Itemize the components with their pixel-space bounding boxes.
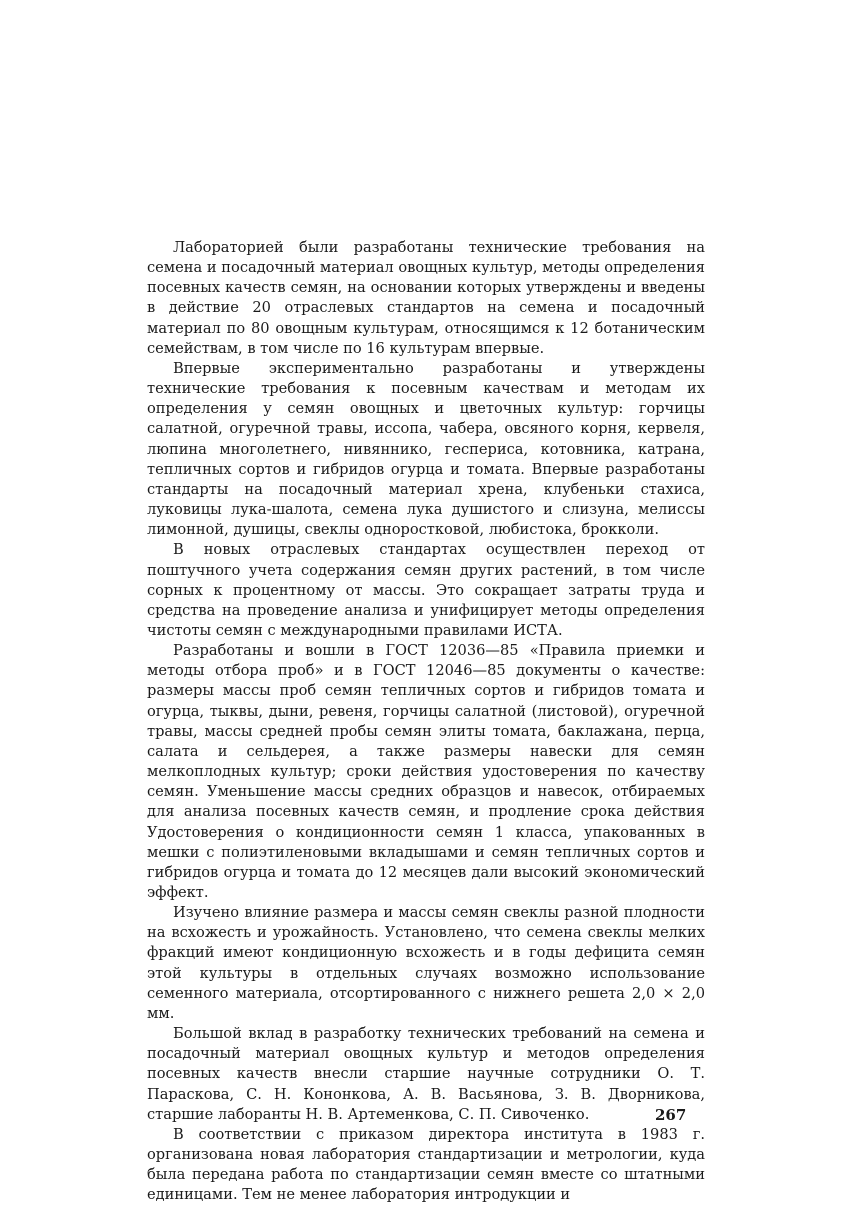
paragraph-1: Лабораторией были разработаны технические требования на семена и посадочный материал овощных культур, методы определения посевных качеств семян, на основании которых утверждены и введены в действие 20 отраслевых стандартов на семена и посадочный материал по 80 овощным культурам, относящимся к 12 ботаническим семействам, в том числе по 16 культурам впервые. (147, 239, 705, 357)
paragraph-3: В новых отраслевых стандартах осуществлен переход от поштучного учета содержания семян других растений, в том числе сорных к процентному от массы. Это сокращает затраты труда и средства на проведение анализа и унифицирует методы определения чистоты семян с международными правилами ИСТА. (147, 541, 705, 639)
page-body (147, 238, 705, 1206)
paragraph-7: В соответствии с приказом директора института в 1983 г. организована новая лаборатория стандартизации и метрологии, куда была передана работа по стандартизации семян вместе со штатными единицами. Тем не менее лаборатория интродукции и (147, 1125, 705, 1204)
paragraph-4: Разработаны и вошли в ГОСТ 12036—85 «Правила приемки и методы отбора проб» и в ГОСТ 12046—85 документы о качестве: размеры массы проб семян тепличных сортов и гибридов томата и огурца, тыквы, дыни, ревеня, горчицы салатной (листовой), огуречной травы, массы средней пробы семян элиты томата, баклажана, перца, салата и сельдерея, а также размеры навески для семян мелкоплодных культур; сроки действия удостоверения по качеству семян. Уменьшение массы средних образцов и навесок, отбираемых для анализа посевных качеств семян, и продление срока действия Удостоверения о кондиционности семян 1 класса, упакованных в мешки с полиэтиленовыми вкладышами и семян тепличных сортов и гибридов огурца и томата до 12 месяцев дали высокий экономический эффект. (147, 642, 705, 901)
page-number: 267 (655, 1106, 687, 1124)
paragraph-2: Впервые экспериментально разработаны и утверждены технические требования к посевным качествам и методам их определения у семян овощных и цветочных культур: горчицы салатной, огуречной травы, иссопа, чабера, овсяного корня, кервеля, люпина многолетнего, нивяннико, гесперисa, котовника, катрана, тепличных сортов и гибридов огурца и томата. Впервые разработаны стандарты на посадочный материал хрена, клубеньки стахиса, луковицы лука-шалота, семена лука душистого и слизуна, мелиссы лимонной, душицы, свеклы одноростковой, любистока, брокколи. (147, 359, 705, 539)
paragraph-5: Изучено влияние размера и массы семян свеклы разной плодности на всхожесть и урожайность. Установлено, что семена свеклы мелких фракций имеют кондиционную всхожесть и в годы дефицита семян этой культуры в отдельных случаях возможно использование семенного материала, отсортированного с нижнего решета 2,0 × 2,0 мм. (147, 904, 705, 1022)
paragraph-6: Большой вклад в разработку технических требований на семена и посадочный материал овощных культур и методов определения посевных качеств внесли старшие научные сотрудники О. Т. Параскова, С. Н. Кононкова, А. В. Васьянова, З. В. Дворникова, старшие лаборанты Н. В. Артеменкова, С. П. Сивоченко. (147, 1025, 705, 1123)
